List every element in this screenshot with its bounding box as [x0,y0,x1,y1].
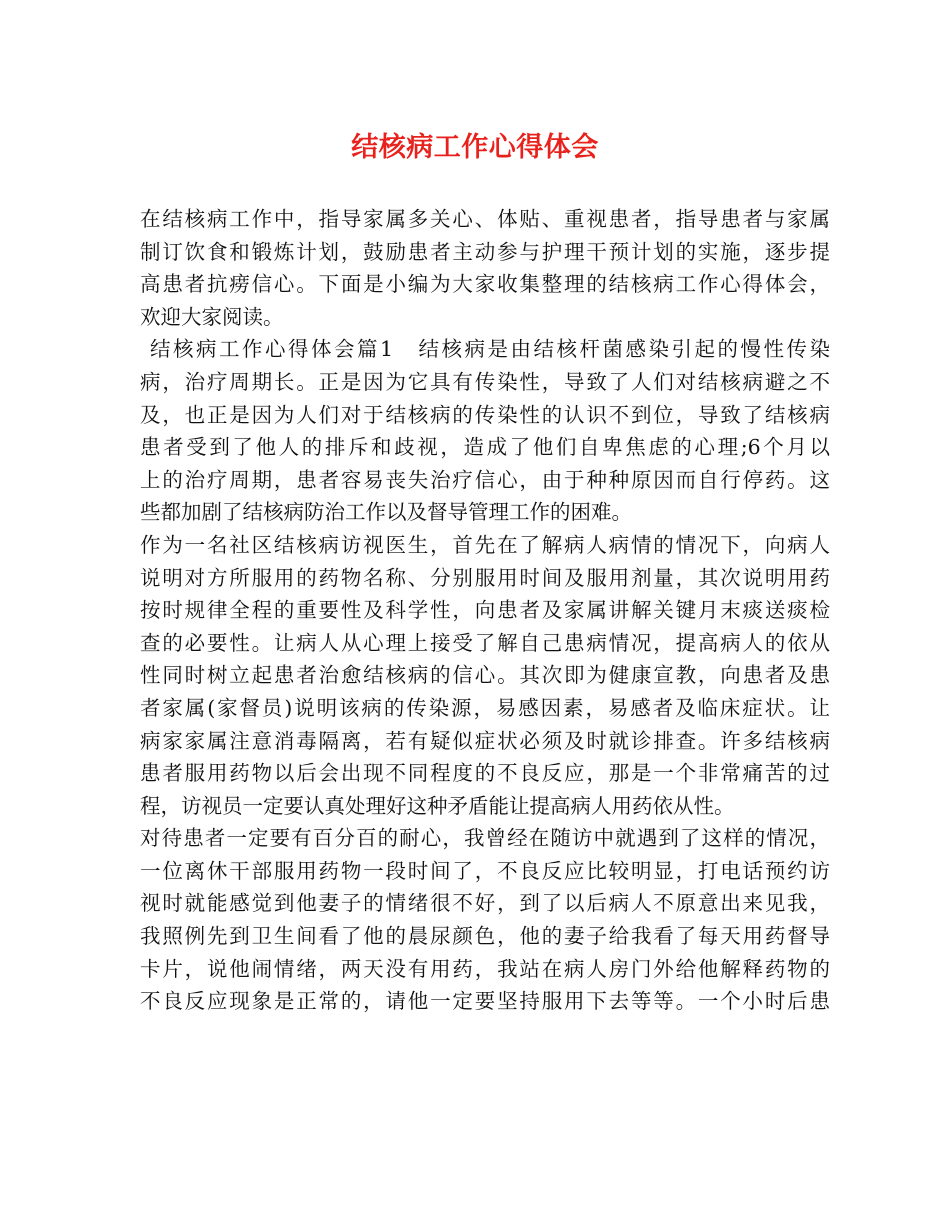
text-line: 一位离休干部服用药物一段时间了，不良反应比较明显，打电话预约访 [140,858,830,883]
text-line: 按时规律全程的重要性及科学性，向患者及家属讲解关键月末痰送痰检 [140,598,830,623]
text-line: 不良反应现象是正常的，请他一定要坚持服用下去等等。一个小时后患 [140,989,830,1014]
text-line: 在结核病工作中，指导家属多关心、体贴、重视患者，指导患者与家属 [140,207,830,231]
text-line: 些都加剧了结核病防治工作以及督导管理工作的困难。 [140,500,632,525]
text-line: 病家家属注意消毒隔离，若有疑似症状必须及时就诊排查。许多结核病 [140,728,830,753]
text-line: 病，治疗周期长。正是因为它具有传染性，导致了人们对结核病避之不 [140,369,830,394]
text-line: 结核病工作心得体会篇1 结核病是由结核杆菌感染引起的慢性传染 [150,337,830,362]
page-title: 结核病工作心得体会 [351,132,599,163]
text-line: 说明对方所服用的药物名称、分别服用时间及服用剂量，其次说明用药 [140,565,830,590]
text-line: 患者服用药物以后会出现不同程度的不良反应，那是一个非常痛苦的过 [140,761,830,786]
text-line: 性同时树立起患者治愈结核病的信心。其次即为健康宣教，向患者及患 [140,663,830,688]
text-line: 欢迎大家阅读。 [140,304,284,329]
text-line: 查的必要性。让病人从心理上接受了解自己患病情况，提高病人的依从 [140,630,830,655]
text-line: 高患者抗痨信心。下面是小编为大家收集整理的结核病工作心得体会， [140,272,830,297]
document-body [140,203,830,1018]
text-line: 我照例先到卫生间看了他的晨尿颜色，他的妻子给我看了每天用药督导 [140,924,830,949]
text-line: 患者受到了他人的排斥和歧视，造成了他们自卑焦虑的心理;6个月以 [140,435,830,460]
text-line: 对待患者一定要有百分百的耐心，我曾经在随访中就遇到了这样的情况， [140,826,830,851]
text-line: 及，也正是因为人们对于结核病的传染性的认识不到位，导致了结核病 [140,402,830,427]
text-line: 视时就能感觉到他妻子的情绪很不好，到了以后病人不原意出来见我， [140,891,830,916]
text-line: 者家属(家督员)说明该病的传染源，易感因素，易感者及临床症状。让 [140,695,830,720]
text-line: 卡片，说他闹情绪，两天没有用药，我站在病人房门外给他解释药物的 [140,956,830,981]
text-line: 程，访视员一定要认真处理好这种矛盾能让提高病人用药依从性。 [140,793,735,818]
text-line: 作为一名社区结核病访视医生，首先在了解病人病情的情况下，向病人 [140,532,830,557]
text-line: 制订饮食和锻炼计划，鼓励患者主动参与护理干预计划的实施，逐步提 [140,239,830,264]
text-line: 上的治疗周期，患者容易丧失治疗信心，由于种种原因而自行停药。这 [140,467,830,492]
